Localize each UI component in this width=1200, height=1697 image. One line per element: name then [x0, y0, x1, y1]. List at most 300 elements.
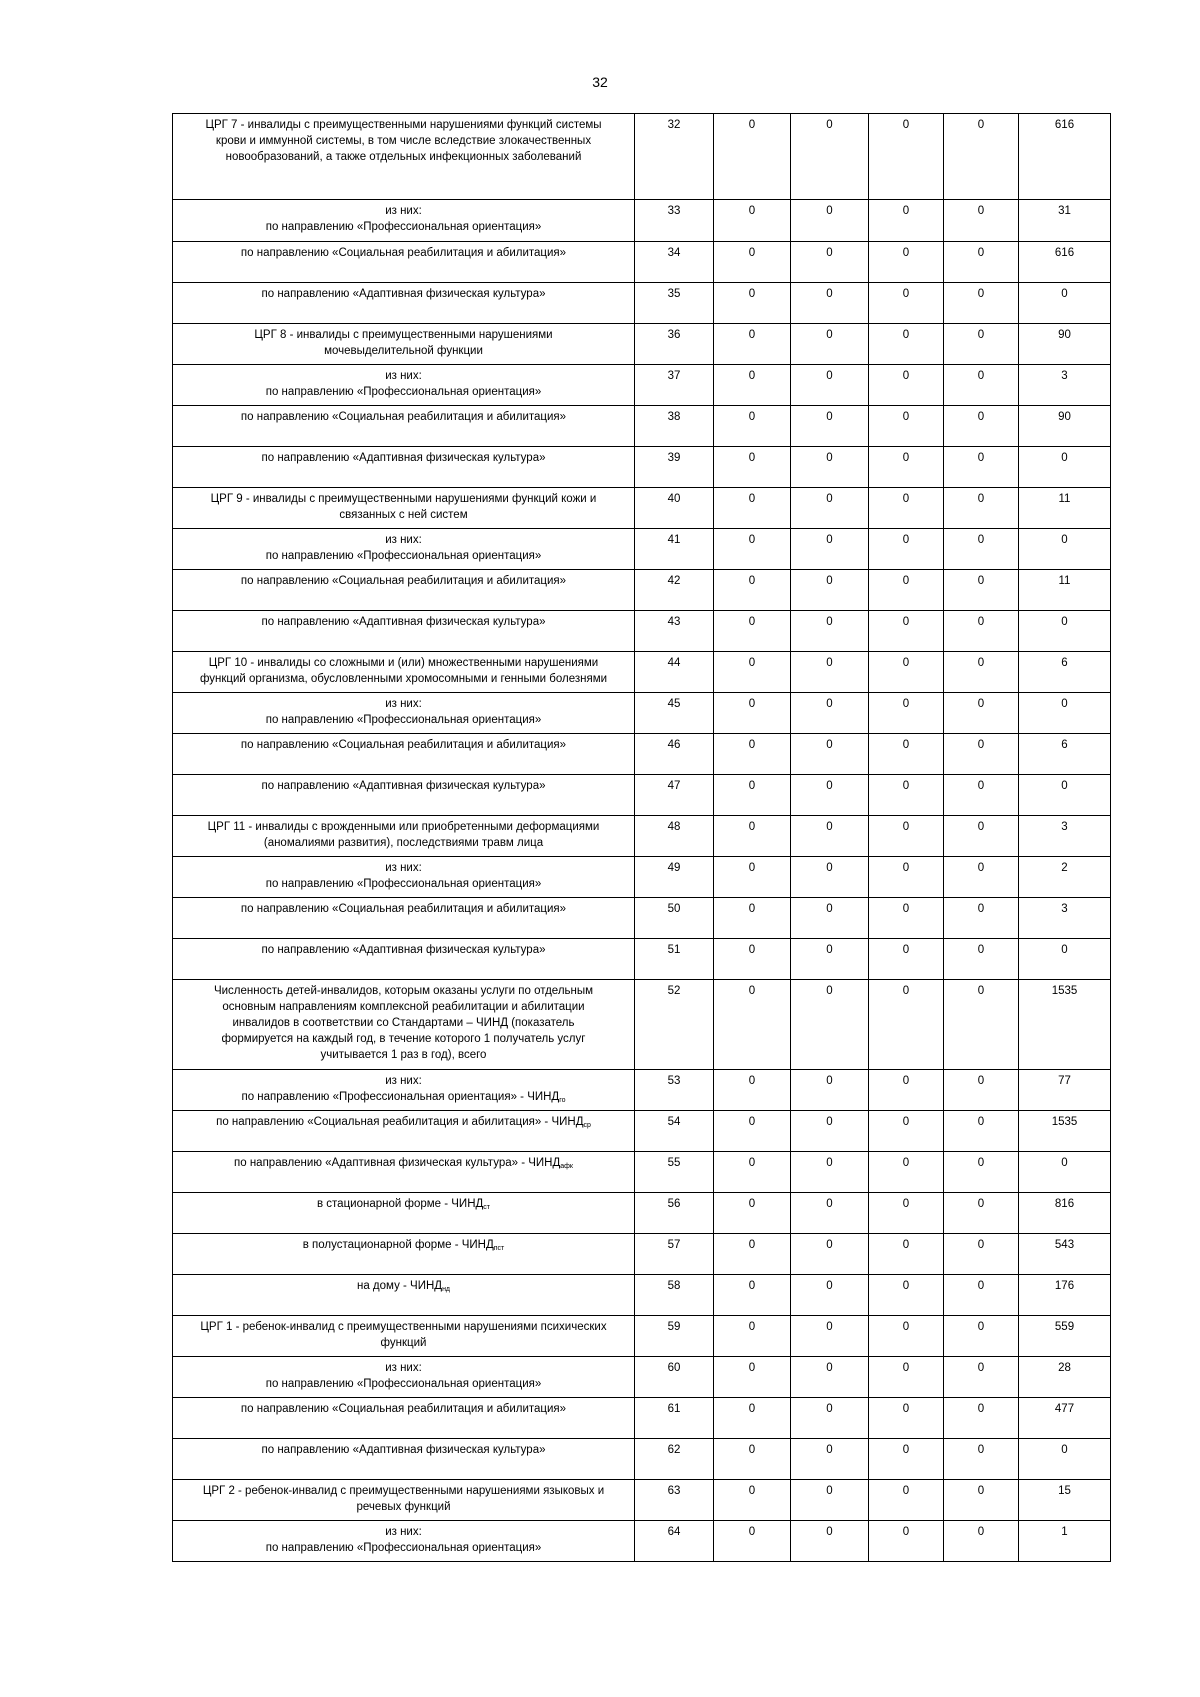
table-row	[173, 1439, 1111, 1480]
value-cell: 0	[944, 898, 1019, 939]
value-cell: 0	[714, 652, 791, 693]
total-cell: 3	[1019, 816, 1111, 857]
total-cell: 1535	[1019, 980, 1111, 1070]
row-number-cell: 52	[635, 980, 714, 1070]
indicator-name: из них: по направлению «Профессиональная ориентация»	[265, 698, 542, 726]
value-cell: 0	[791, 1234, 869, 1275]
indicator-name-cell	[173, 1070, 635, 1111]
table-row	[173, 1275, 1111, 1316]
value-cell: 0	[944, 1480, 1019, 1521]
row-number-cell: 48	[635, 816, 714, 857]
indicator-name: из них: по направлению «Профессиональная ориентация»	[265, 205, 542, 233]
table-row	[173, 570, 1111, 611]
indicator-name: ЦРГ 7 - инвалиды с преимущественными нарушениями функций системы крови и иммунной системы, в том числе вследствие злокачественных новообразований, а также отдельных инфекционных заболеваний	[205, 119, 602, 163]
indicator-name: ЦРГ 2 - ребенок-инвалид с преимущественными нарушениями языковых и речевых функций	[202, 1485, 605, 1513]
table-row	[173, 1398, 1111, 1439]
value-cell: 0	[791, 816, 869, 857]
indicator-name: из них: по направлению «Профессиональная ориентация»	[265, 862, 542, 890]
table-row	[173, 1193, 1111, 1234]
value-cell: 0	[944, 734, 1019, 775]
value-cell: 0	[791, 939, 869, 980]
value-cell: 0	[944, 200, 1019, 242]
value-cell: 0	[944, 939, 1019, 980]
value-cell: 0	[791, 406, 869, 447]
value-cell: 0	[944, 1234, 1019, 1275]
value-cell: 0	[714, 447, 791, 488]
total-cell: 11	[1019, 570, 1111, 611]
table-row	[173, 898, 1111, 939]
row-number-cell: 59	[635, 1316, 714, 1357]
value-cell: 0	[714, 857, 791, 898]
value-cell: 0	[944, 775, 1019, 816]
value-cell: 0	[944, 1111, 1019, 1152]
table-row	[173, 611, 1111, 652]
indicator-name: по направлению «Адаптивная физическая культура»	[261, 1444, 546, 1456]
indicator-name-cell	[173, 406, 635, 447]
total-cell: 0	[1019, 1439, 1111, 1480]
indicator-name-cell	[173, 652, 635, 693]
total-cell: 1	[1019, 1521, 1111, 1562]
value-cell: 0	[944, 488, 1019, 529]
value-cell: 0	[944, 816, 1019, 857]
value-cell: 0	[869, 775, 944, 816]
indicator-name: по направлению «Адаптивная физическая культура»	[261, 944, 546, 956]
row-number-cell: 46	[635, 734, 714, 775]
indicator-name: из них: по направлению «Профессиональная ориентация» - ЧИНД	[241, 1075, 560, 1103]
value-cell: 0	[944, 1193, 1019, 1234]
table-row	[173, 1521, 1111, 1562]
row-number-cell: 44	[635, 652, 714, 693]
value-cell: 0	[869, 980, 944, 1070]
value-cell: 0	[944, 242, 1019, 283]
total-cell: 3	[1019, 898, 1111, 939]
value-cell: 0	[944, 529, 1019, 570]
value-cell: 0	[791, 980, 869, 1070]
row-number-cell: 40	[635, 488, 714, 529]
table-row	[173, 857, 1111, 898]
indicator-subscript: афк	[560, 1163, 573, 1170]
row-number-cell: 50	[635, 898, 714, 939]
row-number-cell: 51	[635, 939, 714, 980]
value-cell: 0	[944, 324, 1019, 365]
total-cell: 77	[1019, 1070, 1111, 1111]
indicator-name: из них: по направлению «Профессиональная ориентация»	[265, 1526, 542, 1554]
value-cell: 0	[944, 1439, 1019, 1480]
value-cell: 0	[791, 1193, 869, 1234]
report-table	[172, 113, 1111, 1562]
value-cell: 0	[869, 693, 944, 734]
total-cell: 90	[1019, 324, 1111, 365]
value-cell: 0	[869, 1480, 944, 1521]
value-cell: 0	[869, 447, 944, 488]
indicator-name-cell	[173, 324, 635, 365]
indicator-name-cell	[173, 816, 635, 857]
value-cell: 0	[791, 365, 869, 406]
value-cell: 0	[791, 1398, 869, 1439]
table-row	[173, 1357, 1111, 1398]
indicator-name: по направлению «Адаптивная физическая культура»	[261, 780, 546, 792]
indicator-name-cell	[173, 529, 635, 570]
total-cell: 0	[1019, 447, 1111, 488]
indicator-name-cell	[173, 775, 635, 816]
table-row	[173, 365, 1111, 406]
total-cell: 559	[1019, 1316, 1111, 1357]
indicator-name-cell	[173, 242, 635, 283]
indicator-name-cell	[173, 200, 635, 242]
value-cell: 0	[714, 1316, 791, 1357]
value-cell: 0	[791, 1152, 869, 1193]
table-row	[173, 693, 1111, 734]
total-cell: 0	[1019, 611, 1111, 652]
indicator-name: по направлению «Адаптивная физическая культура»	[261, 452, 546, 464]
value-cell: 0	[791, 775, 869, 816]
indicator-name-cell	[173, 693, 635, 734]
value-cell: 0	[791, 283, 869, 324]
value-cell: 0	[869, 1193, 944, 1234]
table-row	[173, 939, 1111, 980]
value-cell: 0	[869, 529, 944, 570]
value-cell: 0	[714, 775, 791, 816]
value-cell: 0	[714, 283, 791, 324]
indicator-name: Численность детей-инвалидов, которым оказаны услуги по отдельным основным направлениям комплексной реабилитации и абилитации инвалидов в соответствии со Стандартами – ЧИНД (показатель формируется на каждый год, в течение которого 1 получатель услуг учитывается 1 раз в год), всего	[213, 985, 594, 1061]
table-row	[173, 734, 1111, 775]
indicator-name: по направлению «Социальная реабилитация и абилитация»	[240, 411, 567, 423]
table-row	[173, 1111, 1111, 1152]
value-cell: 0	[791, 324, 869, 365]
value-cell: 0	[714, 816, 791, 857]
value-cell: 0	[791, 1357, 869, 1398]
table-row	[173, 1316, 1111, 1357]
value-cell: 0	[944, 570, 1019, 611]
table-row	[173, 488, 1111, 529]
value-cell: 0	[869, 1357, 944, 1398]
value-cell: 0	[714, 488, 791, 529]
value-cell: 0	[869, 1152, 944, 1193]
value-cell: 0	[791, 114, 869, 200]
page-number: 32	[592, 74, 608, 90]
row-number-cell: 39	[635, 447, 714, 488]
table-row	[173, 324, 1111, 365]
indicator-name-cell	[173, 857, 635, 898]
row-number-cell: 37	[635, 365, 714, 406]
value-cell: 0	[791, 529, 869, 570]
table-row	[173, 406, 1111, 447]
value-cell: 0	[944, 1070, 1019, 1111]
value-cell: 0	[944, 406, 1019, 447]
value-cell: 0	[714, 734, 791, 775]
row-number-cell: 36	[635, 324, 714, 365]
value-cell: 0	[714, 114, 791, 200]
row-number-cell: 60	[635, 1357, 714, 1398]
total-cell: 6	[1019, 652, 1111, 693]
value-cell: 0	[714, 898, 791, 939]
total-cell: 90	[1019, 406, 1111, 447]
value-cell: 0	[944, 980, 1019, 1070]
value-cell: 0	[869, 652, 944, 693]
indicator-name: по направлению «Социальная реабилитация и абилитация»	[240, 739, 567, 751]
indicator-subscript: ср	[583, 1122, 591, 1129]
value-cell: 0	[869, 406, 944, 447]
row-number-cell: 49	[635, 857, 714, 898]
total-cell: 816	[1019, 1193, 1111, 1234]
value-cell: 0	[869, 1111, 944, 1152]
value-cell: 0	[714, 693, 791, 734]
indicator-name: по направлению «Адаптивная физическая культура»	[261, 616, 546, 628]
value-cell: 0	[869, 114, 944, 200]
table-row	[173, 200, 1111, 242]
value-cell: 0	[869, 488, 944, 529]
value-cell: 0	[869, 283, 944, 324]
value-cell: 0	[791, 1480, 869, 1521]
indicator-name: ЦРГ 9 - инвалиды с преимущественными нарушениями функций кожи и связанных с ней систем	[210, 493, 597, 521]
value-cell: 0	[869, 611, 944, 652]
indicator-subscript: пст	[493, 1245, 505, 1252]
table-row	[173, 529, 1111, 570]
value-cell: 0	[944, 693, 1019, 734]
indicator-name-cell	[173, 570, 635, 611]
value-cell: 0	[869, 939, 944, 980]
indicator-name-cell	[173, 1521, 635, 1562]
row-number-cell: 33	[635, 200, 714, 242]
value-cell: 0	[944, 365, 1019, 406]
value-cell: 0	[869, 365, 944, 406]
indicator-name: по направлению «Социальная реабилитация и абилитация»	[240, 1403, 567, 1415]
value-cell: 0	[944, 611, 1019, 652]
value-cell: 0	[944, 652, 1019, 693]
indicator-name: из них: по направлению «Профессиональная ориентация»	[265, 1362, 542, 1390]
value-cell: 0	[869, 570, 944, 611]
total-cell: 477	[1019, 1398, 1111, 1439]
indicator-name: по направлению «Социальная реабилитация и абилитация» - ЧИНД	[216, 1116, 584, 1128]
indicator-name: ЦРГ 8 - инвалиды с преимущественными нарушениями мочевыделительной функции	[254, 329, 553, 357]
indicator-subscript: нд	[442, 1286, 451, 1293]
row-number-cell: 61	[635, 1398, 714, 1439]
row-number-cell: 45	[635, 693, 714, 734]
table-row	[173, 447, 1111, 488]
value-cell: 0	[944, 447, 1019, 488]
total-cell: 15	[1019, 1480, 1111, 1521]
value-cell: 0	[944, 1152, 1019, 1193]
value-cell: 0	[791, 693, 869, 734]
value-cell: 0	[714, 1480, 791, 1521]
row-number-cell: 41	[635, 529, 714, 570]
value-cell: 0	[869, 200, 944, 242]
total-cell: 6	[1019, 734, 1111, 775]
row-number-cell: 35	[635, 283, 714, 324]
value-cell: 0	[714, 242, 791, 283]
value-cell: 0	[944, 1316, 1019, 1357]
value-cell: 0	[791, 200, 869, 242]
indicator-name-cell	[173, 1234, 635, 1275]
value-cell: 0	[791, 1316, 869, 1357]
value-cell: 0	[869, 324, 944, 365]
value-cell: 0	[869, 1070, 944, 1111]
indicator-name-cell	[173, 114, 635, 200]
table-row	[173, 283, 1111, 324]
value-cell: 0	[791, 1521, 869, 1562]
row-number-cell: 34	[635, 242, 714, 283]
indicator-name-cell	[173, 365, 635, 406]
indicator-name: ЦРГ 11 - инвалиды с врожденными или приобретенными деформациями (аномалиями развития), последствиями травм лица	[207, 821, 600, 849]
value-cell: 0	[714, 324, 791, 365]
value-cell: 0	[714, 529, 791, 570]
indicator-name-cell	[173, 488, 635, 529]
total-cell: 0	[1019, 283, 1111, 324]
value-cell: 0	[869, 857, 944, 898]
indicator-subscript: ст	[483, 1204, 491, 1211]
table-row	[173, 114, 1111, 200]
indicator-subscript: го	[559, 1097, 566, 1104]
value-cell: 0	[791, 611, 869, 652]
total-cell: 3	[1019, 365, 1111, 406]
value-cell: 0	[791, 898, 869, 939]
value-cell: 0	[944, 114, 1019, 200]
value-cell: 0	[791, 1439, 869, 1480]
total-cell: 0	[1019, 1152, 1111, 1193]
value-cell: 0	[869, 1275, 944, 1316]
indicator-name-cell	[173, 1357, 635, 1398]
value-cell: 0	[791, 652, 869, 693]
table-row	[173, 1152, 1111, 1193]
indicator-name-cell	[173, 734, 635, 775]
row-number-cell: 55	[635, 1152, 714, 1193]
indicator-name-cell	[173, 980, 635, 1070]
indicator-name-cell	[173, 283, 635, 324]
indicator-name-cell	[173, 1398, 635, 1439]
table-row	[173, 816, 1111, 857]
total-cell: 11	[1019, 488, 1111, 529]
row-number-cell: 63	[635, 1480, 714, 1521]
value-cell: 0	[714, 406, 791, 447]
indicator-name-cell	[173, 447, 635, 488]
total-cell: 616	[1019, 242, 1111, 283]
value-cell: 0	[944, 1275, 1019, 1316]
indicator-name: из них: по направлению «Профессиональная ориентация»	[265, 534, 542, 562]
value-cell: 0	[944, 1357, 1019, 1398]
indicator-name: по направлению «Социальная реабилитация и абилитация»	[240, 575, 567, 587]
indicator-name: в стационарной форме - ЧИНД	[316, 1198, 484, 1210]
indicator-name: по направлению «Адаптивная физическая культура» - ЧИНД	[234, 1157, 561, 1169]
row-number-cell: 58	[635, 1275, 714, 1316]
value-cell: 0	[944, 283, 1019, 324]
value-cell: 0	[714, 1439, 791, 1480]
value-cell: 0	[791, 1111, 869, 1152]
indicator-name: ЦРГ 1 - ребенок-инвалид с преимущественными нарушениями психических функций	[200, 1321, 607, 1349]
value-cell: 0	[714, 365, 791, 406]
total-cell: 0	[1019, 775, 1111, 816]
value-cell: 0	[869, 1234, 944, 1275]
value-cell: 0	[714, 570, 791, 611]
indicator-name-cell	[173, 1152, 635, 1193]
value-cell: 0	[791, 488, 869, 529]
value-cell: 0	[791, 1275, 869, 1316]
row-number-cell: 38	[635, 406, 714, 447]
value-cell: 0	[714, 200, 791, 242]
table-row	[173, 1480, 1111, 1521]
indicator-name-cell	[173, 1480, 635, 1521]
report-table-body	[173, 114, 1111, 1562]
value-cell: 0	[714, 611, 791, 652]
total-cell: 31	[1019, 200, 1111, 242]
total-cell: 2	[1019, 857, 1111, 898]
indicator-name: ЦРГ 10 - инвалиды со сложными и (или) множественными нарушениями функций организма, обусловленными хромосомными и генными болезнями	[199, 657, 608, 685]
value-cell: 0	[714, 1152, 791, 1193]
total-cell: 616	[1019, 114, 1111, 200]
indicator-name: в полустационарной форме - ЧИНД	[302, 1239, 494, 1251]
total-cell: 0	[1019, 693, 1111, 734]
value-cell: 0	[791, 857, 869, 898]
value-cell: 0	[714, 1193, 791, 1234]
row-number-cell: 54	[635, 1111, 714, 1152]
indicator-name-cell	[173, 1111, 635, 1152]
total-cell: 28	[1019, 1357, 1111, 1398]
table-row	[173, 652, 1111, 693]
total-cell: 0	[1019, 529, 1111, 570]
row-number-cell: 64	[635, 1521, 714, 1562]
indicator-name: из них: по направлению «Профессиональная ориентация»	[265, 370, 542, 398]
indicator-name-cell	[173, 1316, 635, 1357]
value-cell: 0	[791, 734, 869, 775]
row-number-cell: 32	[635, 114, 714, 200]
row-number-cell: 62	[635, 1439, 714, 1480]
indicator-name-cell	[173, 1275, 635, 1316]
row-number-cell: 57	[635, 1234, 714, 1275]
total-cell: 176	[1019, 1275, 1111, 1316]
indicator-name-cell	[173, 1193, 635, 1234]
table-row	[173, 1070, 1111, 1111]
indicator-name-cell	[173, 898, 635, 939]
value-cell: 0	[714, 1111, 791, 1152]
value-cell: 0	[791, 1070, 869, 1111]
table-row	[173, 775, 1111, 816]
value-cell: 0	[869, 1439, 944, 1480]
row-number-cell: 56	[635, 1193, 714, 1234]
value-cell: 0	[869, 1316, 944, 1357]
total-cell: 1535	[1019, 1111, 1111, 1152]
indicator-name-cell	[173, 939, 635, 980]
value-cell: 0	[944, 1398, 1019, 1439]
row-number-cell: 42	[635, 570, 714, 611]
value-cell: 0	[714, 1275, 791, 1316]
row-number-cell: 53	[635, 1070, 714, 1111]
value-cell: 0	[944, 857, 1019, 898]
value-cell: 0	[869, 1521, 944, 1562]
value-cell: 0	[791, 570, 869, 611]
value-cell: 0	[714, 980, 791, 1070]
value-cell: 0	[791, 242, 869, 283]
value-cell: 0	[869, 898, 944, 939]
value-cell: 0	[714, 1357, 791, 1398]
table-row	[173, 242, 1111, 283]
row-number-cell: 47	[635, 775, 714, 816]
value-cell: 0	[944, 1521, 1019, 1562]
value-cell: 0	[869, 242, 944, 283]
value-cell: 0	[791, 447, 869, 488]
table-row	[173, 1234, 1111, 1275]
indicator-name: по направлению «Социальная реабилитация и абилитация»	[240, 903, 567, 915]
value-cell: 0	[714, 1398, 791, 1439]
indicator-name: на дому - ЧИНД	[356, 1280, 443, 1292]
value-cell: 0	[869, 734, 944, 775]
value-cell: 0	[869, 1398, 944, 1439]
value-cell: 0	[714, 1070, 791, 1111]
value-cell: 0	[869, 816, 944, 857]
value-cell: 0	[714, 1521, 791, 1562]
indicator-name: по направлению «Адаптивная физическая культура»	[261, 288, 546, 300]
indicator-name-cell	[173, 1439, 635, 1480]
value-cell: 0	[714, 939, 791, 980]
total-cell: 0	[1019, 939, 1111, 980]
